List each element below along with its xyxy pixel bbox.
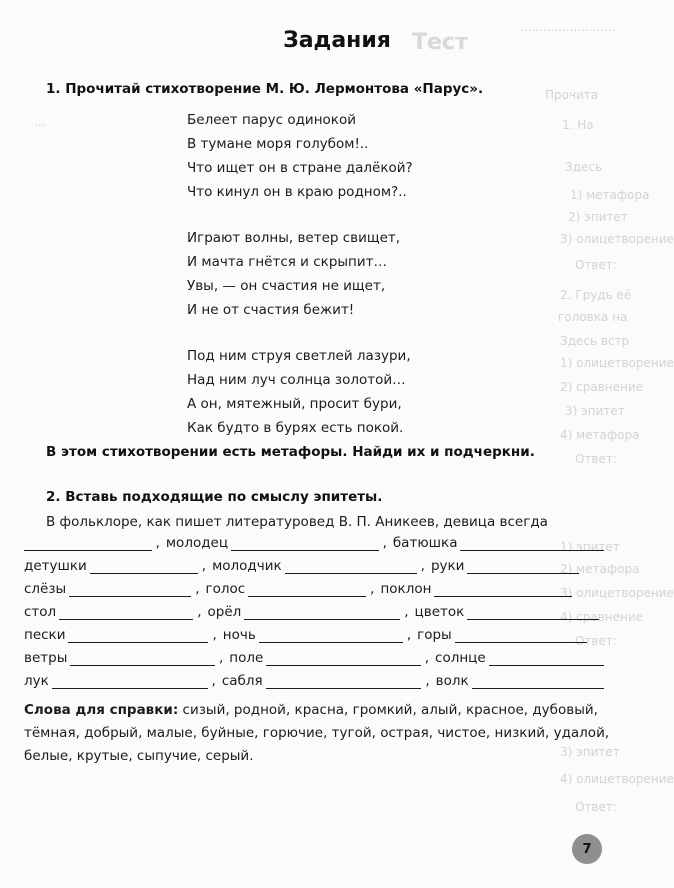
bleed-through-text: Здесь встр — [560, 334, 630, 348]
noun-label: поклон — [380, 581, 432, 597]
comma: , — [406, 627, 412, 643]
task1-question: В этом стихотворении есть метафоры. Найди их и подчеркни. — [46, 444, 535, 460]
poem-line: Под ним струя светлей лазури, — [187, 348, 411, 364]
comma: , — [404, 604, 409, 620]
answer-blank[interactable] — [70, 652, 215, 666]
bleed-through-text: головка на — [558, 310, 628, 324]
epithet-row — [24, 602, 608, 620]
task2-intro: В фольклоре, как пишет литературовед В. П. Аникеев, девица всегда — [46, 514, 548, 530]
comma: , — [382, 535, 387, 551]
noun-label: ветры — [24, 650, 68, 666]
noun-label: пески — [24, 627, 66, 643]
bleed-through-text: 4) олицетворение — [560, 772, 674, 786]
reference-list: сизый, родной, красна, громкий, алый, красное, дубовый, тёмная, добрый, малые, буйные, горючие, тугой, острая, чистое, низкий, удалой, белые, крутые, сыпучие, серый. — [24, 702, 610, 764]
noun-label: солнце — [435, 650, 486, 666]
epithet-row — [24, 648, 608, 666]
bleed-through-text: 2) сравнение — [560, 380, 644, 394]
comma: , — [420, 558, 425, 574]
poem-line: Увы, — он счастия не ищет, — [187, 278, 386, 294]
answer-blank[interactable] — [455, 629, 587, 643]
answer-blank[interactable] — [460, 537, 604, 551]
answer-blank[interactable] — [24, 537, 152, 551]
poem-line: Что кинул он в краю родном?.. — [187, 184, 407, 200]
page-number: 7 — [572, 834, 602, 864]
noun-label: цветок — [414, 604, 465, 620]
page-title: Задания — [283, 28, 391, 53]
epithet-row — [24, 579, 608, 597]
bleed-through-text: Прочита — [545, 88, 599, 102]
bleed-through-text: 1. На — [562, 118, 594, 132]
noun-label: батюшка — [392, 535, 458, 551]
poem-line: И не от счастия бежит! — [187, 302, 355, 318]
noun-label: сабля — [221, 673, 263, 689]
bleed-through-title: Тест — [412, 30, 468, 55]
comma: , — [195, 581, 200, 597]
poem-line: Белеет парус одинокой — [187, 112, 356, 128]
answer-blank[interactable] — [467, 606, 599, 620]
comma: , — [424, 650, 430, 666]
reference-label: Слова для справки: — [24, 702, 179, 718]
noun-label: волк — [435, 673, 469, 689]
answer-blank[interactable] — [90, 560, 198, 574]
bleed-through-text: Ответ: — [575, 258, 617, 272]
comma: , — [197, 604, 202, 620]
poem-line: Что ищет он в стране далёкой? — [187, 160, 413, 176]
comma: , — [212, 627, 217, 643]
noun-label: горы — [417, 627, 452, 643]
bleed-through-text: 3) эпитет — [560, 745, 620, 759]
bleed-through-text: Здесь — [565, 160, 603, 174]
noun-label: детушки — [24, 558, 87, 574]
bleed-through-text: 2) эпитет — [568, 210, 628, 224]
answer-blank[interactable] — [489, 652, 604, 666]
bleed-through-text: ......................... — [520, 20, 616, 34]
answer-blank[interactable] — [259, 629, 403, 643]
poem-line: Как будто в бурях есть покой. — [187, 420, 404, 436]
bleed-through-text: ... — [34, 115, 46, 129]
answer-blank[interactable] — [69, 583, 191, 597]
bleed-through-text: 2) метафора — [560, 562, 640, 576]
poem-line: А он, мятежный, просит бури, — [187, 396, 402, 412]
noun-label: молодец — [165, 535, 229, 551]
bleed-through-text: Ответ: — [575, 634, 617, 648]
noun-label: ночь — [222, 627, 256, 643]
bleed-through-text: 3) эпитет — [565, 404, 625, 418]
noun-label: слёзы — [24, 581, 67, 597]
comma: , — [155, 535, 160, 551]
epithet-row — [24, 625, 608, 643]
poem-line: И мачта гнётся и скрыпит… — [187, 254, 388, 270]
poem-line: В тумане моря голубом!.. — [187, 136, 369, 152]
answer-blank[interactable] — [285, 560, 417, 574]
answer-blank[interactable] — [248, 583, 366, 597]
noun-label: голос — [205, 581, 246, 597]
noun-label: стол — [24, 604, 57, 620]
bleed-through-text: 1) метафора — [570, 188, 650, 202]
comma: , — [370, 581, 375, 597]
bleed-through-text: 3) олицетворение — [560, 586, 674, 600]
answer-blank[interactable] — [434, 583, 572, 597]
bleed-through-text: Ответ: — [575, 800, 617, 814]
epithet-row — [24, 533, 608, 551]
answer-blank[interactable] — [266, 675, 422, 689]
answer-blank[interactable] — [244, 606, 400, 620]
bleed-through-text: 1) олицетворение — [560, 356, 674, 370]
noun-label: молодчик — [212, 558, 282, 574]
bleed-through-text: 4) сравнение — [560, 610, 644, 624]
bleed-through-text: 4) метафора — [560, 428, 640, 442]
bleed-through-text: 3) олицетворение — [560, 232, 674, 246]
noun-label: поле — [229, 650, 264, 666]
answer-blank[interactable] — [472, 675, 604, 689]
poem-line: Над ним луч солнца золотой… — [187, 372, 406, 388]
noun-label: лук — [24, 673, 49, 689]
comma: , — [201, 558, 207, 574]
epithet-row — [24, 556, 608, 574]
comma: , — [211, 673, 216, 689]
answer-blank[interactable] — [266, 652, 420, 666]
bleed-through-text: Ответ: — [575, 452, 617, 466]
task2-instruction: 2. Вставь подходящие по смыслу эпитеты. — [46, 489, 383, 505]
epithet-row — [24, 671, 608, 689]
poem-line: Играют волны, ветер свищет, — [187, 230, 401, 246]
answer-blank[interactable] — [231, 537, 379, 551]
comma: , — [219, 650, 224, 666]
answer-blank[interactable] — [467, 560, 579, 574]
bleed-through-text: 1) эпитет — [560, 540, 620, 554]
noun-label: руки — [430, 558, 465, 574]
noun-label: орёл — [207, 604, 242, 620]
answer-blank[interactable] — [68, 629, 208, 643]
task1-instruction: 1. Прочитай стихотворение М. Ю. Лермонтова «Парус». — [46, 81, 484, 97]
reference-words — [24, 699, 614, 768]
answer-blank[interactable] — [52, 675, 208, 689]
comma: , — [425, 673, 430, 689]
answer-blank[interactable] — [59, 606, 193, 620]
bleed-through-text: 2. Грудь её — [560, 288, 632, 302]
